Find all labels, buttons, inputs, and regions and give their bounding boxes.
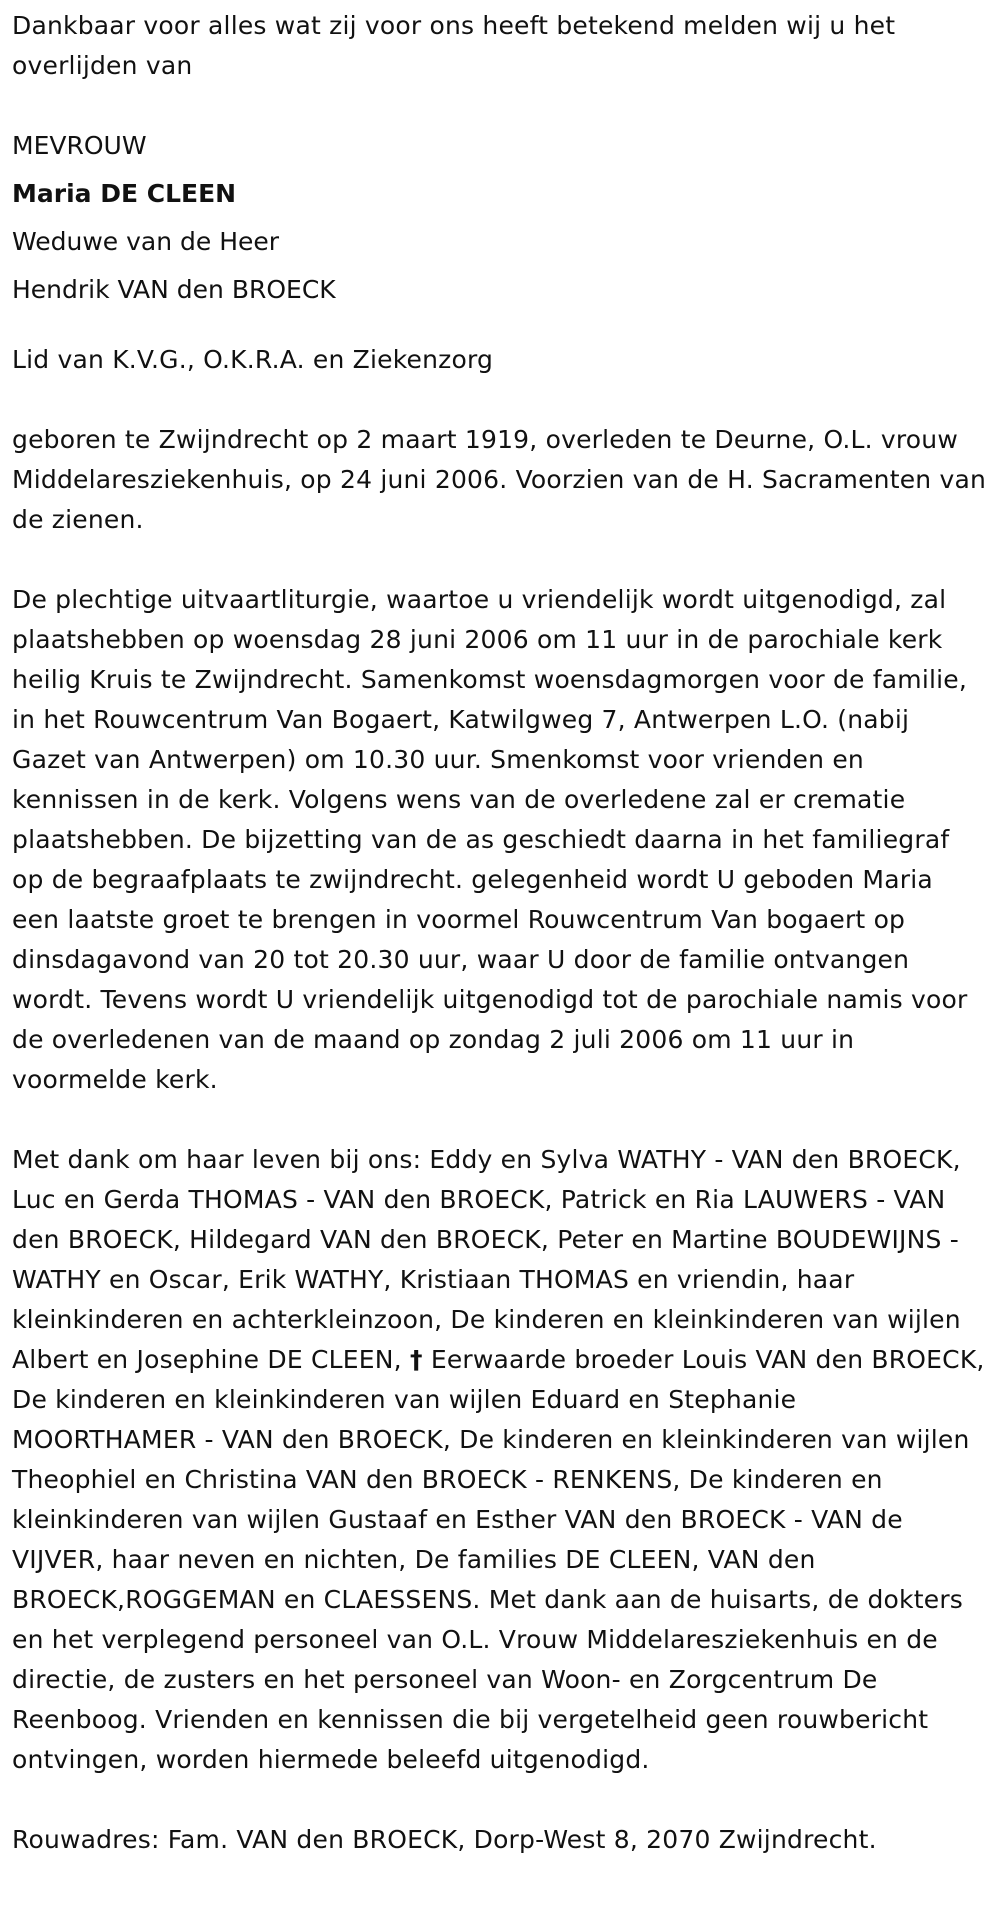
- cross-icon: †: [409, 1345, 423, 1374]
- deceased-title: MEVROUW: [12, 131, 147, 160]
- deceased-block: [12, 122, 988, 314]
- deceased-relation: Weduwe van de Heer: [12, 227, 280, 256]
- membership-text: Lid van K.V.G., O.K.R.A. en Ziekenzorg: [12, 345, 494, 374]
- mourning-address: Rouwadres: Fam. VAN den BROECK, Dorp-West 8, 2070 Zwijndrecht.: [12, 1825, 877, 1854]
- thanks-text: [12, 1140, 988, 1780]
- birth-death-text: geboren te Zwijndrecht op 2 maart 1919, overleden te Deurne, O.L. vrouw Middelaresziekenhuis, op 24 juni 2006. Voorzien van de H. Sacramenten van de zienen.: [12, 425, 987, 534]
- deceased-name: Maria DE CLEEN: [12, 179, 237, 208]
- deceased-spouse: Hendrik VAN den BROECK: [12, 275, 336, 304]
- liturgy-text: De plechtige uitvaartliturgie, waartoe u vriendelijk wordt uitgenodigd, zal plaatshebben op woensdag 28 juni 2006 om 11 uur in de parochiale kerk heilig Kruis te Zwijndrecht. Samenkomst woensdagmorgen voor de familie, in het Rouwcentrum Van Bogaert, Katwilgweg 7, Antwerpen L.O. (nabij Gazet van Antwerpen) om 10.30 uur. Smenkomst voor vrienden en kennissen in de kerk. Volgens wens van de overledene zal er crematie plaatshebben. De bijzetting van de as geschiedt daarna in het familiegraf op de begraafplaats te zwijndrecht. gelegenheid wordt U geboden Maria een laatste groet te brengen in voormel Rouwcentrum Van bogaert op dinsdagavond van 20 tot 20.30 uur, waar U door de familie ontvangen wordt. Tevens wordt U vriendelijk uitgenodigd tot de parochiale namis voor de overledenen van de maand op zondag 2 juli 2006 om 11 uur in voormelde kerk.: [12, 585, 968, 1094]
- thanks-part-2: Eerwaarde broeder Louis VAN den BROECK, De kinderen en kleinkinderen van wijlen Eduard en Stephanie MOORTHAMER - VAN den BROECK, De kinderen en kleinkinderen van wijlen Theophiel en Christina VAN den BROECK - RENKENS, De kinderen en kleinkinderen van wijlen Gustaaf en Esther VAN den BROECK - VAN de VIJVER, haar neven en nichten, De families DE CLEEN, VAN den BROECK,ROGGEMAN en CLAESSENS. Met dank aan de huisarts, de dokters en het verplegend personeel van O.L. Vrouw Middelaresziekenhuis en de directie, de zusters en het personeel van Woon- en Zorgcentrum De Reenboog. Vrienden en kennissen die bij vergetelheid geen rouwbericht ontvingen, worden hiermede beleefd uitgenodigd.: [12, 1345, 985, 1774]
- intro-text: Dankbaar voor alles wat zij voor ons heeft betekend melden wij u het overlijden van: [12, 11, 896, 80]
- thanks-part-1: Met dank om haar leven bij ons: Eddy en Sylva WATHY - VAN den BROECK, Luc en Gerda THOMAS - VAN den BROECK, Patrick en Ria LAUWERS - VAN den BROECK, Hildegard VAN den BROECK, Peter en Martine BOUDEWIJNS - WATHY en Oscar, Erik WATHY, Kristiaan THOMAS en vriendin, haar kleinkinderen en achterkleinzoon, De kinderen en kleinkinderen van wijlen Albert en Josephine DE CLEEN,: [12, 1145, 961, 1374]
